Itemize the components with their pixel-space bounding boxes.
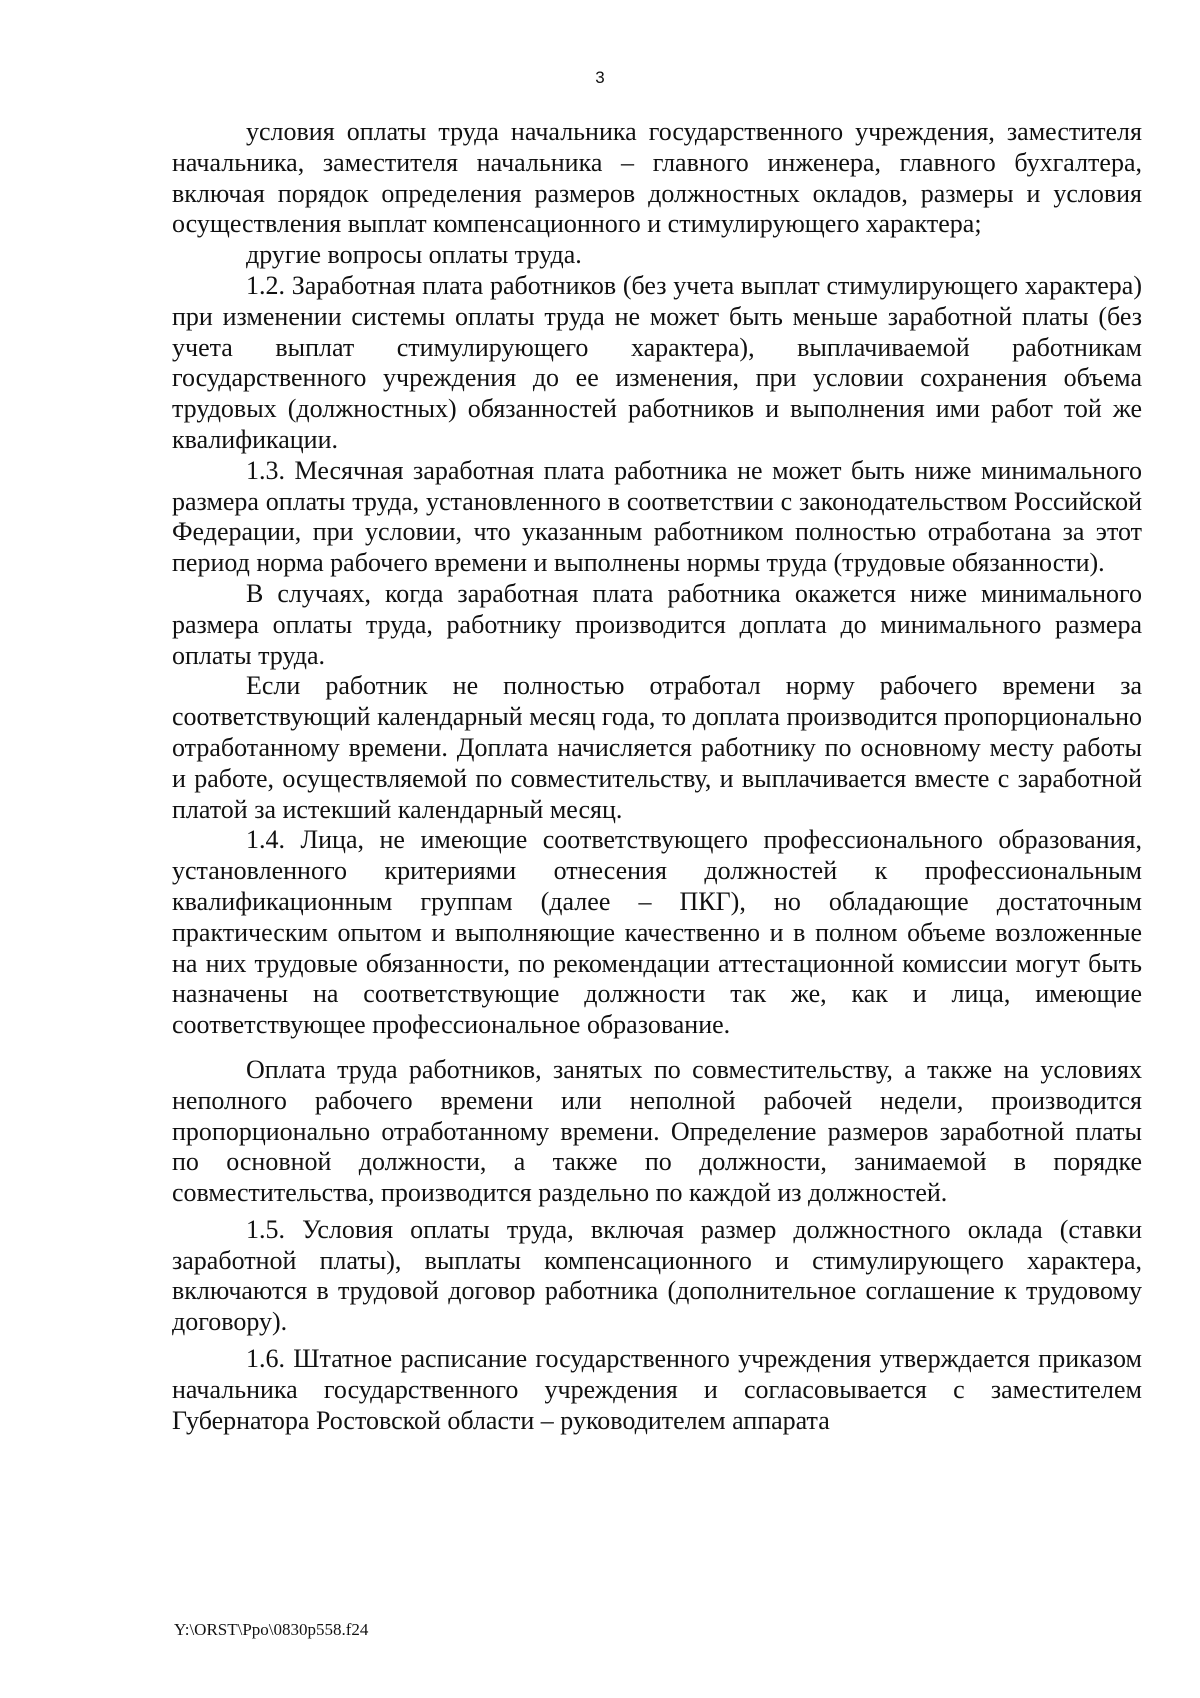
paragraph: 1.2. Заработная плата работников (без учета выплат стимулирующего характера) при изменении системы оплаты труда не может быть меньше заработной платы (без учета выплат стимулирующего характера), выплачиваемой работникам государственного учреждения до ее изменения, при условии сохранения объема трудовых (должностных) обязанностей работников и выполнения ими работ той же квалификации. (172, 270, 1142, 454)
paragraph: другие вопросы оплаты труда. (246, 240, 582, 270)
paragraph: 1.4. Лица, не имеющие соответствующего профессионального образования, установленного критериями отнесения должностей к профессиональным квалификационным группам (далее – ПКГ), но обладающие достаточным практическим опытом и выполняющие качественно и в полном объеме возложенные на них трудовые обязанности, по рекомендации аттестационной комиссии могут быть назначены на соответствующие должности так же, как и лица, имеющие соответствующее профессиональное образование. (172, 825, 1142, 1040)
document-body (172, 117, 1142, 1436)
footer-file-path: Y:\ORST\Ppo\0830p558.f24 (174, 1620, 369, 1639)
paragraph: 1.6. Штатное расписание государственного учреждения утверждается приказом начальника государственного учреждения и согласовывается с заместителем Губернатора Ростовской области – руководителем аппарата (172, 1344, 1142, 1435)
paragraph: В случаях, когда заработная плата работника окажется ниже минимального размера оплаты труда, работнику производится доплата до минимального размера оплаты труда. (172, 578, 1142, 670)
paragraph: Оплата труда работников, занятых по совместительству, а также на условиях неполного рабочего времени или неполной рабочей недели, производится пропорционально отработанному времени. Определение размеров заработной платы по основной должности, а также по должности, занимаемой в порядке совместительства, производится раздельно по каждой из должностей. (172, 1054, 1142, 1208)
paragraph: условия оплаты труда начальника государственного учреждения, заместителя начальника, заместителя начальника – главного инженера, главного бухгалтера, включая порядок определения размеров должностных окладов, размеры и условия осуществления выплат компенсационного и стимулирующего характера; (172, 117, 1142, 239)
paragraph: 1.5. Условия оплаты труда, включая размер должностного оклада (ставки заработной платы), выплаты компенсационного и стимулирующего характера, включаются в трудовой договор работника (дополнительное соглашение к трудовому договору). (172, 1214, 1142, 1337)
page-number: 3 (595, 68, 605, 87)
paragraph: 1.3. Месячная заработная плата работника не может быть ниже минимального размера оплаты труда, установленного в соответствии с законодательством Российской Федерации, при условии, что указанным работником полностью отработана за этот период норма рабочего времени и выполнены нормы труда (трудовые обязанности). (172, 455, 1142, 578)
paragraph: Если работник не полностью отработал норму рабочего времени за соответствующий календарный месяц года, то доплата производится пропорционально отработанному времени. Доплата начисляется работнику по основному месту работы и работе, осуществляемой по совместительству, и выплачивается вместе с заработной платой за истекший календарный месяц. (172, 671, 1142, 824)
